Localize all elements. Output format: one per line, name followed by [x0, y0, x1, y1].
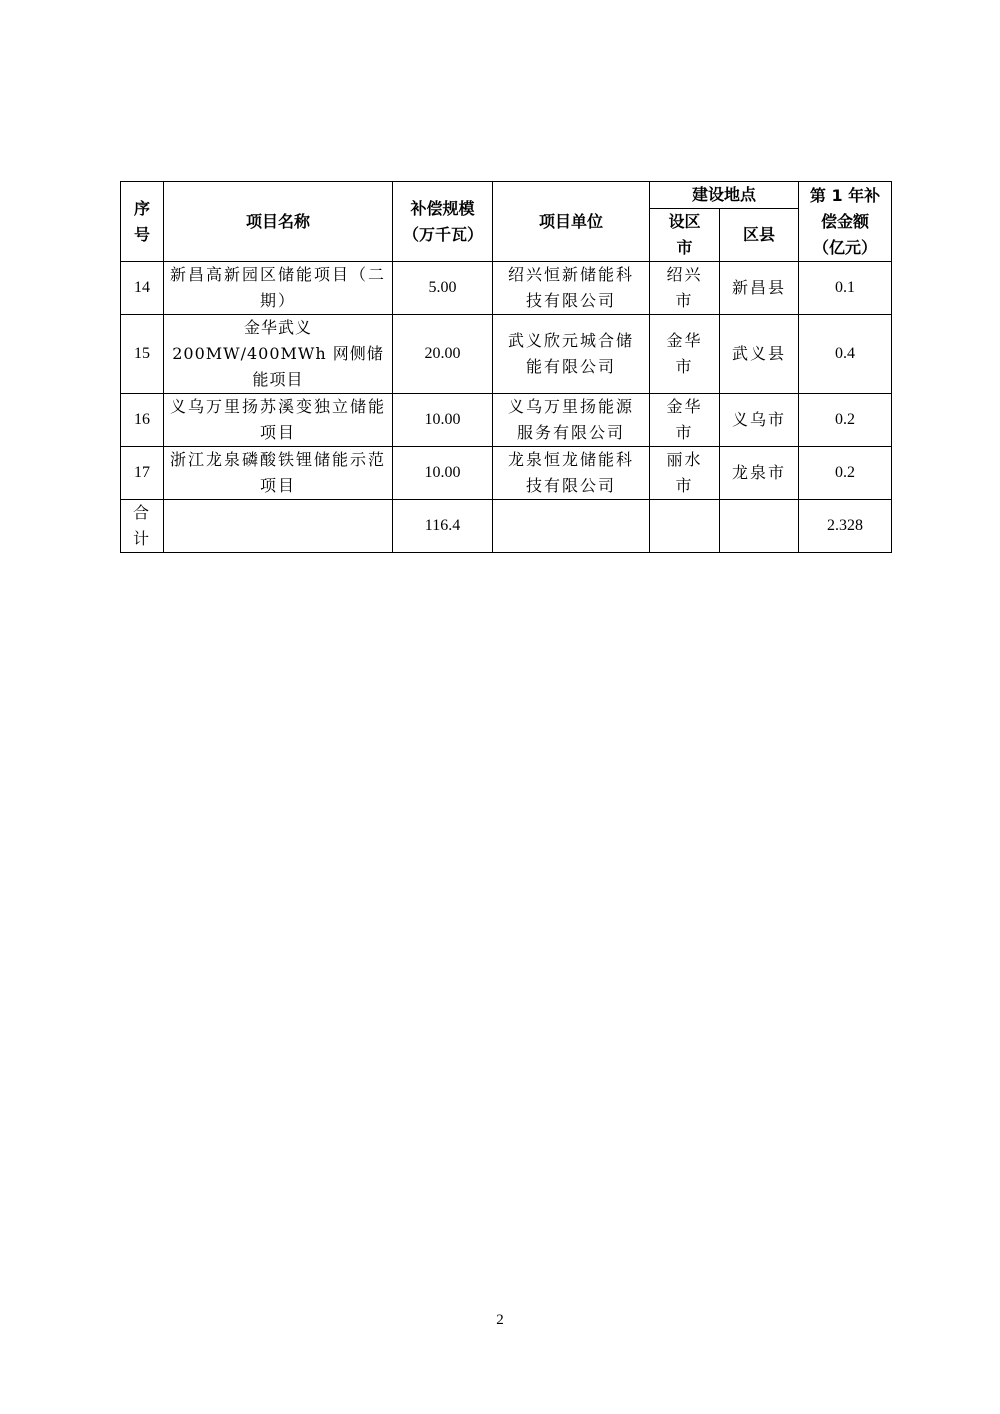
row-unit: 武义欣元城合储能有限公司	[493, 315, 650, 394]
header-unit: 项目单位	[493, 182, 650, 262]
header-scale: 补偿规模（万千瓦）	[393, 182, 493, 262]
row-city: 金华市	[650, 394, 720, 447]
row-project-name: 浙江龙泉磷酸铁锂储能示范项目	[164, 447, 393, 500]
row-unit: 龙泉恒龙储能科技有限公司	[493, 447, 650, 500]
row-scale: 10.00	[393, 394, 493, 447]
row-county: 新昌县	[720, 262, 799, 315]
row-seq: 16	[121, 394, 164, 447]
row-county: 义乌市	[720, 394, 799, 447]
total-label: 合计	[121, 500, 164, 553]
compensation-table	[120, 181, 892, 553]
row-project-name: 义乌万里扬苏溪变独立储能项目	[164, 394, 393, 447]
total-amount: 2.328	[799, 500, 892, 553]
header-amount: 第 1 年补偿金额（亿元）	[799, 182, 892, 262]
row-seq: 17	[121, 447, 164, 500]
row-unit: 义乌万里扬能源服务有限公司	[493, 394, 650, 447]
row-city: 丽水市	[650, 447, 720, 500]
page-number: 2	[496, 1312, 504, 1328]
header-name: 项目名称	[164, 182, 393, 262]
row-city: 金华市	[650, 315, 720, 394]
total-row	[121, 500, 892, 553]
total-scale: 116.4	[393, 500, 493, 553]
row-scale: 20.00	[393, 315, 493, 394]
row-seq: 15	[121, 315, 164, 394]
row-county: 龙泉市	[720, 447, 799, 500]
table-row	[121, 315, 892, 394]
header-seq: 序号	[121, 182, 164, 262]
total-city-empty	[650, 500, 720, 553]
row-scale: 10.00	[393, 447, 493, 500]
row-county: 武义县	[720, 315, 799, 394]
header-county: 区县	[720, 209, 799, 262]
row-unit: 绍兴恒新储能科技有限公司	[493, 262, 650, 315]
header-city: 设区市	[650, 209, 720, 262]
table-row	[121, 262, 892, 315]
row-seq: 14	[121, 262, 164, 315]
row-amount: 0.1	[799, 262, 892, 315]
row-project-name: 金华武义 200MW/400MWh 网侧储能项目	[164, 315, 393, 394]
header-row	[121, 182, 892, 209]
total-name-empty	[164, 500, 393, 553]
total-unit-empty	[493, 500, 650, 553]
table-row	[121, 394, 892, 447]
row-scale: 5.00	[393, 262, 493, 315]
total-county-empty	[720, 500, 799, 553]
row-amount: 0.4	[799, 315, 892, 394]
row-project-name: 新昌高新园区储能项目（二期）	[164, 262, 393, 315]
row-city: 绍兴市	[650, 262, 720, 315]
table-row	[121, 447, 892, 500]
row-amount: 0.2	[799, 447, 892, 500]
row-amount: 0.2	[799, 394, 892, 447]
header-location: 建设地点	[650, 182, 799, 209]
